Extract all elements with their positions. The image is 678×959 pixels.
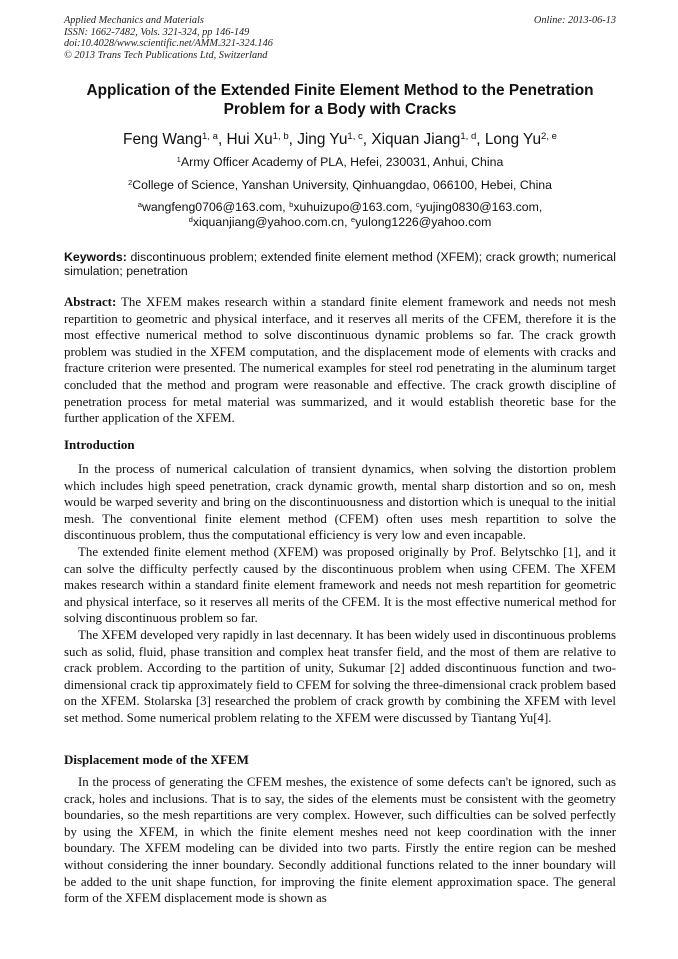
author: Feng Wang$^{1, a}$, [123, 130, 227, 148]
email-link[interactable]: yulong1226@yahoo.com [355, 215, 492, 229]
issn-line: ISSN: 1662-7482, Vols. 321-324, pp 146-149 [64, 26, 250, 38]
paper-title [64, 81, 616, 119]
email-link[interactable]: xuhuizupo@163.com, [293, 200, 416, 214]
email-link[interactable]: wangfeng0706@163.com, [141, 200, 290, 214]
paragraph: In the process of numerical calculation of transient dynamics, when solving the distortion problem which includes high speed penetration, crack dynamic growth, mental sharp distortion and so on, mesh would be warped severity and bring on the discontinuousness and distortion which is unequal to the initial mesh. The conventional finite element method (CFEM) often uses mesh repartition to solve the discontinuous problem, thus the computational efficiency is very low and even incapable. [64, 462, 616, 543]
email-link[interactable]: yujing0830@163.com, [419, 200, 543, 214]
copyright-line: © 2013 Trans Tech Publications Ltd, Switzerland [64, 49, 268, 61]
title-line-2: Problem for a Body with Cracks [223, 101, 457, 118]
author: Hui Xu$^{1, b}$, [226, 130, 298, 148]
abstract-label: Abstract: [64, 295, 117, 309]
email-link[interactable]: xiquanjiang@yahoo.com.cn, [192, 215, 351, 229]
keywords-text: discontinuous problem; extended finite element method (XFEM); crack growth; numerical simulation; penetration [64, 250, 616, 278]
abstract-block [64, 294, 616, 427]
email-line-2: $^d$xiquanjiang@yahoo.com.cn, $^e$yulong1226@yahoo.com [188, 214, 492, 229]
author: Long Yu$^{2, e}$ [484, 130, 557, 148]
affiliation-1: $^1$Army Officer Academy of PLA, Hefei, 230031, Anhui, China [176, 154, 504, 169]
email-line-1: $^a$wangfeng0706@163.com, $^b$xuhuizupo@163.com, $^c$yujing0830@163.com, [137, 199, 543, 214]
paragraph: The XFEM developed very rapidly in last decennary. It has been widely used in discontinuous problems such as solid, fluid, phase transition and complex heat transfer field, and the most of them are relative to crack problem. According to the partition of unity, Sukumar [2] added discontinuous function and two-dimensional crack tip approximately field to CFEM for solving the three-dimensional crack problem based on the XFEM. Stolarska [3] researched the problem of crack growth by combining the XFEM with level set method. Some numerical problem relating to the XFEM were discussed by Tiantang Yu[4]. [64, 627, 616, 725]
doi-line: doi:10.4028/www.scientific.net/AMM.321-324.146 [64, 38, 273, 50]
author-list [64, 130, 616, 149]
keywords-label: Keywords: [64, 250, 127, 264]
journal-header [64, 15, 616, 61]
keywords-block [64, 250, 616, 278]
journal-name: Applied Mechanics and Materials [64, 15, 204, 26]
paragraph: The extended finite element method (XFEM) was proposed originally by Prof. Belytschko [1], and it can solve the difficulty perfectly caused by the discontinuous problem when using CFEM. The XFEM makes research within a standard finite element framework and needs not mesh repartition for geometric and physical interface, so it reserves all merits of the CFEM. It is the most effective numerical method for solving discontinuous problem so far. [64, 544, 616, 626]
author: Xiquan Jiang$^{1, d}$, [371, 130, 485, 148]
displacement-heading: Displacement mode of the XFEM [64, 752, 249, 767]
affiliation-2: $^2$College of Science, Yanshan University, Qinhuangdao, 066100, Hebei, China [128, 177, 552, 192]
online-date: Online: 2013-06-13 [533, 15, 616, 26]
abstract-text: The XFEM makes research within a standard finite element framework and needs not mesh repartition to geometric and physical interface, and it reserves all merits of the CFEM, therefore it is the most effective numerical method to solve discontinuous dynamic problems so far. The crack growth problem was studied in the XFEM computation, and the displacement mode of elements with cracks and fracture criterion were presented. The numerical examples for steel rod penetrating in the aluminum target concluded that the method and program were reasonable and effective. The crack growth discipline of penetration process for metal material was summarized, and it would establish theoretic base for the further application of the XFEM. [64, 295, 616, 426]
paragraph: In the process of generating the CFEM meshes, the existence of some defects can't be ignored, such as crack, holes and inclusions. That is to say, the sides of the elements must be consistent with the geometry boundaries, so the mesh repartitions are very complex. However, such difficulties can be solved perfectly by using the XFEM, in which the finite element meshes need not keep coordination with the inner boundary. The XFEM modeling can be divided into two parts. Firstly the entire region can be meshed without considering the inner boundary. Secondly additional functions related to the inner boundary will be added to the unit shape function, for improving the finite element approximation space. The general form of the XFEM displacement mode is shown as [64, 775, 616, 906]
email-block [64, 200, 616, 230]
displacement-body [64, 774, 616, 907]
author: Jing Yu$^{1, c}$, [297, 130, 372, 148]
introduction-body [64, 461, 616, 727]
title-line-1: Application of the Extended Finite Element Method to the Penetration [86, 82, 594, 99]
introduction-heading: Introduction [64, 437, 135, 452]
